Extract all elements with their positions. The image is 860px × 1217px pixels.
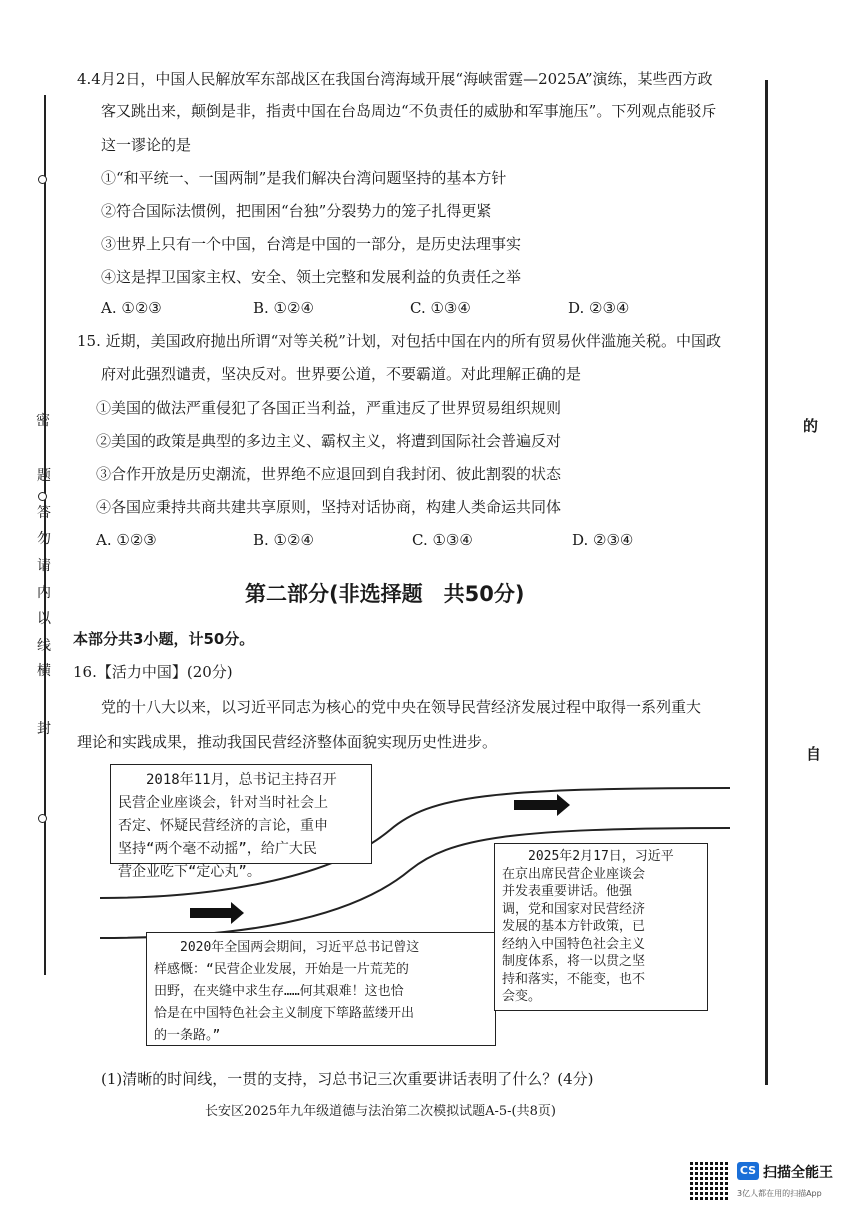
- page-edge-line: [765, 80, 768, 1085]
- question-16-heading: 16.【活力中国】(20分): [73, 663, 233, 681]
- question-14-statement: ④这是捍卫国家主权、安全、领土完整和发展利益的负责任之举: [101, 268, 522, 286]
- scanner-brand: 扫描全能王: [763, 1165, 833, 1181]
- question-15-option[interactable]: C. ①③④: [412, 531, 473, 549]
- margin-label: 题: [37, 468, 51, 484]
- margin-label: 以: [37, 611, 51, 627]
- question-15-statement: ④各国应秉持共商共建共享原则，坚持对话协商，构建人类命运共同体: [96, 498, 562, 516]
- section-note: 本部分共3小题，计50分。: [73, 630, 255, 648]
- next-page-fragment: 自: [806, 745, 822, 763]
- section-title: 第二部分(非选择题 共50分): [245, 582, 525, 606]
- timeline-arrow-left: [190, 908, 232, 918]
- qr-code-icon: [690, 1160, 730, 1200]
- binding-hole: [38, 175, 47, 184]
- question-16-intro: 党的十八大以来，以习近平同志为核心的党中央在领导民营经济发展过程中取得一系列重大: [101, 698, 702, 716]
- binding-hole: [38, 814, 47, 823]
- margin-label: 横: [37, 663, 51, 679]
- timeline-arrow-right: [514, 800, 558, 810]
- question-15-option[interactable]: B. ①②④: [253, 531, 314, 549]
- question-15-statement: ③合作开放是历史潮流，世界绝不应退回到自我封闭、彼此割裂的状态: [96, 465, 562, 483]
- binding-hole: [38, 492, 47, 501]
- page-footer: 长安区2025年九年级道德与法治第二次模拟试题A-5-(共8页): [205, 1104, 556, 1119]
- question-14-option[interactable]: D. ②③④: [568, 299, 630, 317]
- margin-label: 封: [37, 721, 51, 737]
- question-14-statement: ②符合国际法惯例，把围困“台独”分裂势力的笼子扎得更紧: [101, 202, 492, 220]
- scanner-logo-badge: CS: [737, 1162, 759, 1180]
- timeline-box-2020: 2020年全国两会期间，习近平总书记曾这 样感慨：“民营企业发展，开始是一片荒芜的 田野，在夹缝中求生存……何其艰难！这也恰 恰是在中国特色社会主义制度下筚路蓝缕开出 的一条路。”: [146, 932, 496, 1046]
- question-14-option[interactable]: C. ①③④: [410, 299, 471, 317]
- question-14-option[interactable]: A. ①②③: [101, 299, 162, 317]
- question-14-stem: 4.4月2日，中国人民解放军东部战区在我国台湾海域开展“海峡雷霆—2025A”演练，某些西方政: [77, 70, 713, 88]
- question-14-stem: 这一谬论的是: [101, 136, 192, 154]
- timeline-box-2025: 2025年2月17日，习近平 在京出席民营企业座谈会 并发表重要讲话。他强 调，党和国家对民营经济 发展的基本方针政策，已 经纳入中国特色社会主义 制度体系，将一以贯之坚 持和落实，不能变，也不 会变。: [494, 843, 708, 1011]
- question-14-statement: ①“和平统一、一国两制”是我们解决台湾问题坚持的基本方针: [101, 169, 507, 187]
- question-15-stem: 15. 近期，美国政府抛出所谓“对等关税”计划，对包括中国在内的所有贸易伙伴滥施关税。中国政: [77, 332, 721, 350]
- margin-label: 线: [37, 638, 51, 654]
- question-15-statement: ②美国的政策是典型的多边主义、霸权主义，将遭到国际社会普遍反对: [96, 432, 562, 450]
- scanner-tagline: 3亿人都在用的扫描App: [737, 1189, 822, 1198]
- margin-label: 密: [36, 413, 50, 429]
- question-16-sub1: (1)清晰的时间线，一贯的支持，习总书记三次重要讲话表明了什么？(4分): [101, 1070, 594, 1088]
- question-15-option[interactable]: A. ①②③: [96, 531, 157, 549]
- question-16-intro: 理论和实践成果，推动我国民营经济整体面貌实现历史性进步。: [77, 733, 498, 751]
- margin-label: 答: [37, 505, 51, 521]
- question-14-stem: 客又跳出来，颠倒是非，指责中国在台岛周边“不负责任的威胁和军事施压”。下列观点能驳斥: [101, 102, 717, 120]
- timeline-box-2018: 2018年11月，总书记主持召开 民营企业座谈会，针对当时社会上 否定、怀疑民营经济的言论，重申 坚持“两个毫不动摇”，给广大民 营企业吃下“定心丸”。: [110, 764, 372, 864]
- margin-label: 内: [37, 585, 51, 601]
- margin-label: 请: [37, 558, 51, 574]
- question-15-stem: 府对此强烈谴责，坚决反对。世界要公道，不要霸道。对此理解正确的是: [101, 365, 582, 383]
- question-15-statement: ①美国的做法严重侵犯了各国正当利益，严重违反了世界贸易组织规则: [96, 399, 562, 417]
- question-14-option[interactable]: B. ①②④: [253, 299, 314, 317]
- question-15-option[interactable]: D. ②③④: [572, 531, 634, 549]
- question-14-statement: ③世界上只有一个中国，台湾是中国的一部分，是历史法理事实: [101, 235, 522, 253]
- margin-label: 勿: [37, 531, 51, 547]
- next-page-fragment: 的: [803, 417, 819, 435]
